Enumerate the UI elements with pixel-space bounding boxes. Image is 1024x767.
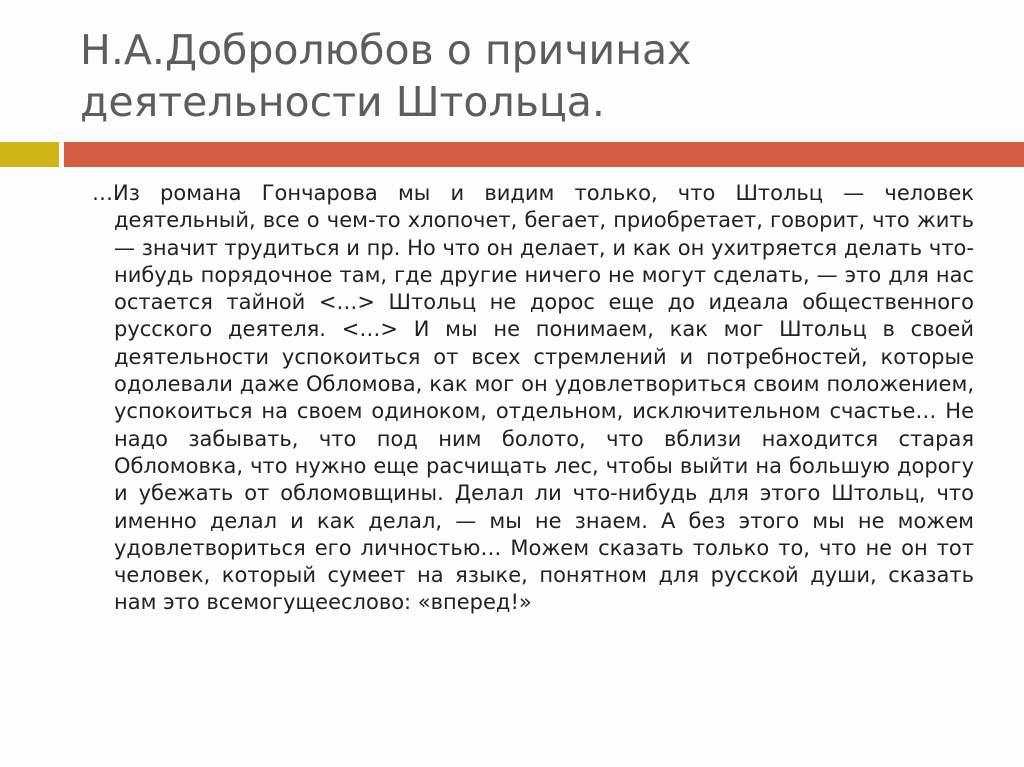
slide-title: Н.А.Добролюбов о причинах деятельности Штольца.	[80, 26, 692, 126]
body-paragraph: …Из романа Гончарова мы и видим только, что Штольц — человек деятельный, все о чем-то хлопочет, бегает, приобретает, говорит, что жить — значит трудиться и пр. Но что он делает, и как он ухитряется делать что-нибудь порядочное там, где другие ничего не могут сделать, — это для нас остается тайной <…> Штольц не дорос еще до идеала общественного русского деятеля. <…> И мы не понимаем, как мог Штольц в своей деятельности успокоиться от всех стремлений и потребностей, которые одолевали даже Обломова, как мог он удовлетвориться своим положением, успокоиться на своем одиноком, отдельном, исключительном счастье… Не надо забывать, что под ним болото, что вблизи находится старая Обломовка, что нужно еще расчищать лес, чтобы выйти на большую дорогу и убежать от обломовщины. Делал ли что-нибудь для этого Штольц, что именно делал и как делал, — мы не знаем. А без этого мы не можем удовлетвориться его личностью… Можем сказать только то, что не он тот человек, который сумеет на языке, понятном для русской души, сказать нам это всемогущееслово: «вперед!»	[92, 181, 974, 615]
slide-content	[92, 180, 974, 617]
accent-bar-left	[0, 142, 59, 167]
accent-bar-right	[64, 142, 1024, 167]
